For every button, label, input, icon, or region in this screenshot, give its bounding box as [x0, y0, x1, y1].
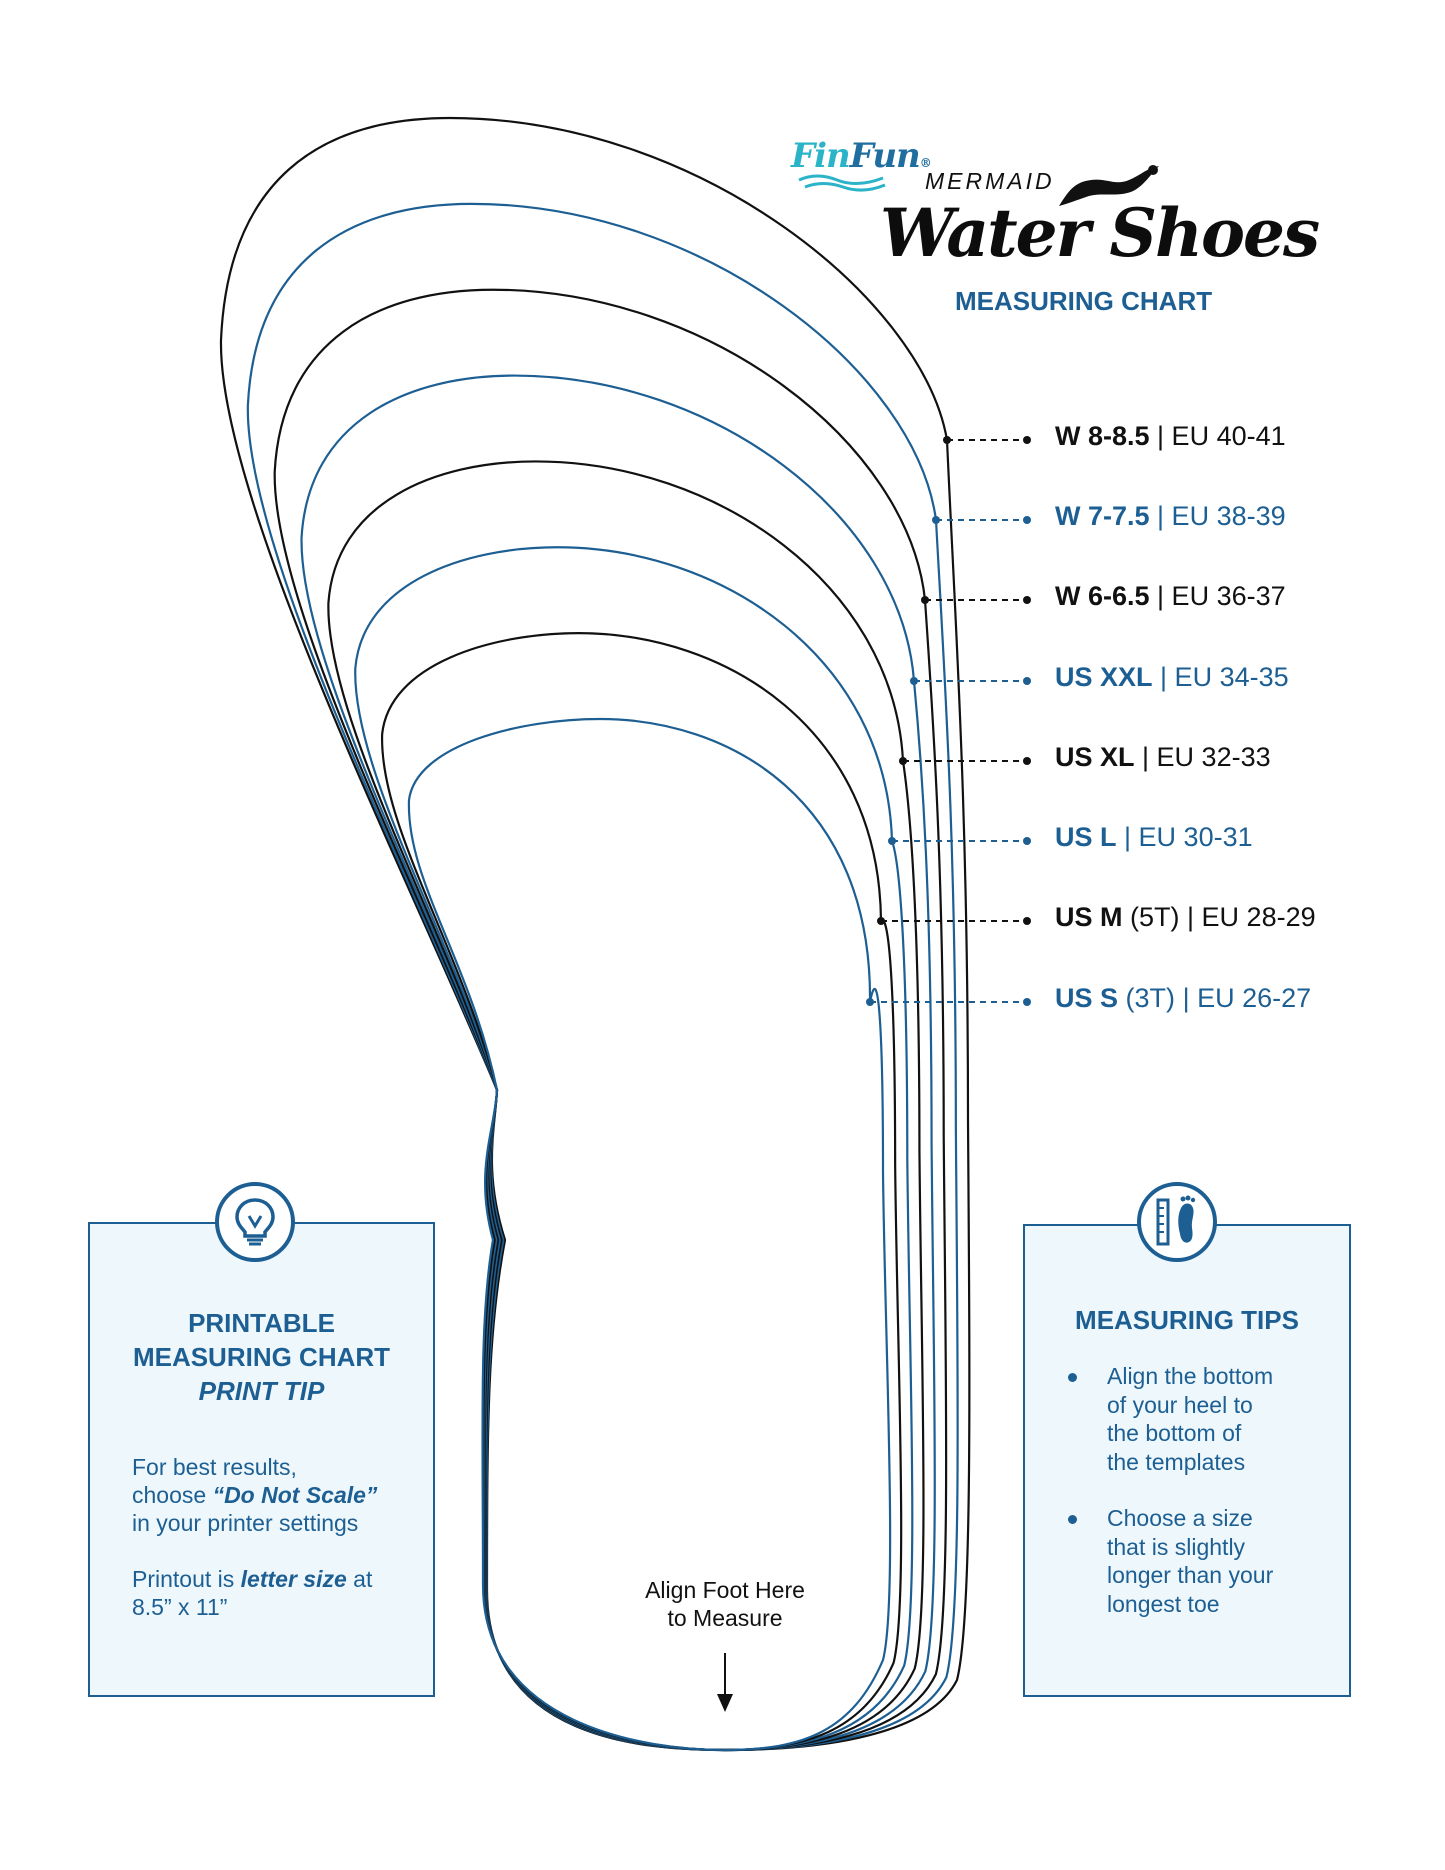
water-shoes-title: Water Shoes	[880, 194, 1319, 272]
measuring-tips-card	[1023, 1224, 1351, 1697]
align-foot-label: Align Foot Here to Measure	[645, 1577, 805, 1631]
leader-dot	[1023, 677, 1031, 685]
size-label-us-xxl: US XXL | EU 34-35	[1055, 662, 1289, 692]
leader-dot	[1023, 757, 1031, 765]
print-card-title: PRINTABLE MEASURING CHART PRINT TIP	[132, 1308, 391, 1406]
size-label-us-m: US M (5T) | EU 28-29	[1055, 902, 1316, 932]
leader-dot	[1023, 436, 1031, 444]
finfun-logo	[791, 136, 931, 176]
size-label-w7: W 7-7.5 | EU 38-39	[1055, 501, 1286, 531]
leader-dot	[1023, 837, 1031, 845]
mermaid-subbrand: MERMAID	[925, 168, 1055, 194]
brand-part1: Fin	[791, 136, 850, 176]
size-label-us-xl: US XL | EU 32-33	[1055, 742, 1271, 772]
lightbulb-icon	[215, 1182, 295, 1262]
leader-dot	[1023, 596, 1031, 604]
bullet-dot	[1068, 1515, 1077, 1524]
foot-ruler-icon	[1137, 1182, 1217, 1262]
print-tip-text-2: Printout is letter size at 8.5” x 11”	[132, 1566, 373, 1620]
arrow-down-icon	[717, 1694, 733, 1712]
tips-card-title: MEASURING TIPS	[1075, 1305, 1299, 1335]
leader-dot	[1023, 998, 1031, 1006]
print-tip-text-1: For best results, choose “Do Not Scale” in your printer settings	[132, 1454, 378, 1536]
wave-icon	[797, 172, 887, 192]
bullet-dot	[1068, 1373, 1077, 1382]
size-label-w6: W 6-6.5 | EU 36-37	[1055, 581, 1286, 611]
footprint-outline	[355, 547, 912, 1750]
size-label-us-l: US L | EU 30-31	[1055, 822, 1253, 852]
tip-2: Choose a size that is slightly longer than your longest toe	[1107, 1505, 1274, 1617]
leader-dot	[1023, 516, 1031, 524]
chart-subtitle: MEASURING CHART	[955, 286, 1213, 316]
tip-1: Align the bottom of your heel to the bottom of the templates	[1107, 1363, 1274, 1475]
print-tip-card	[88, 1222, 435, 1697]
brand-part2: Fun	[849, 136, 920, 176]
leader-dot	[1023, 917, 1031, 925]
align-arrow	[717, 1653, 733, 1712]
size-label-w8: W 8-8.5 | EU 40-41	[1055, 421, 1286, 451]
size-label-us-s: US S (3T) | EU 26-27	[1055, 983, 1312, 1013]
registered-mark: ®	[919, 156, 931, 170]
